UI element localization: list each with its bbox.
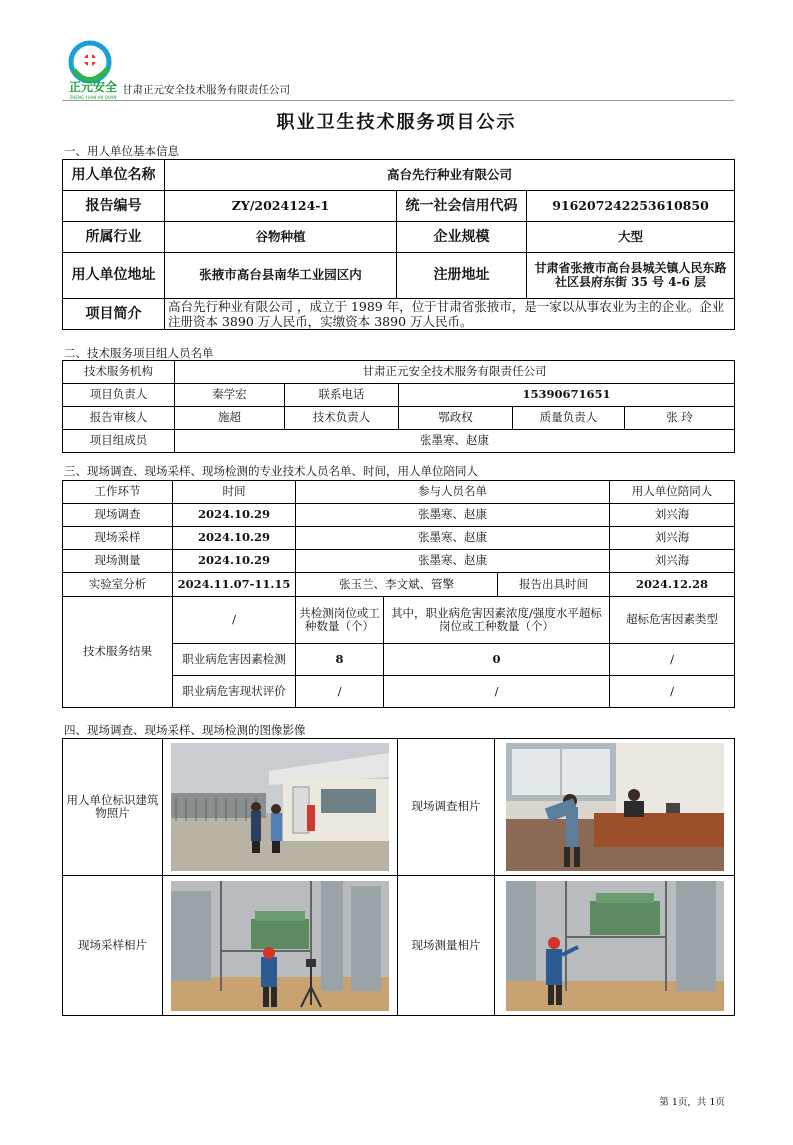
photo3-cell [163, 876, 398, 1016]
quality: 张 玲 [625, 407, 735, 430]
evaluation-exceed: / [384, 676, 610, 708]
lab-time: 2024.11.07-11.15 [173, 573, 296, 597]
col-time: 时间 [173, 481, 296, 504]
logo-subtext: ZHENG YUAN AN QUAN [69, 95, 117, 100]
credit-code: 916207242253610850 [527, 191, 735, 222]
table-row [63, 504, 735, 527]
address: 张掖市高台县南华工业园区内 [165, 253, 397, 299]
col-escort: 用人单位陪同人 [610, 481, 735, 504]
section3-heading: 三、现场调查、现场采样、现场检测的专业技术人员名单、时间，用人单位陪同人 [64, 464, 478, 478]
phone: 15390671651 [399, 384, 735, 407]
phone-label: 联系电话 [285, 384, 399, 407]
table-row [63, 527, 735, 550]
sampling-photo [171, 881, 389, 1011]
time-cell: 2024.10.29 [173, 504, 296, 527]
members: 张墨寒、赵康 [175, 430, 735, 453]
stage-cell: 现场采样 [63, 527, 173, 550]
intro-label: 项目简介 [63, 299, 165, 330]
result-label: 技术服务结果 [63, 597, 173, 708]
unit-info-table [62, 159, 735, 330]
reviewer-label: 报告审核人 [63, 407, 175, 430]
reviewer: 施超 [175, 407, 285, 430]
people-cell: 张墨寒、赵康 [296, 504, 610, 527]
address-label: 用人单位地址 [63, 253, 165, 299]
photo1-cell [163, 739, 398, 876]
people-cell: 张墨寒、赵康 [296, 527, 610, 550]
credit-code-label: 统一社会信用代码 [397, 191, 527, 222]
leader: 秦学宏 [175, 384, 285, 407]
evaluation-types: / [610, 676, 735, 708]
photo2-label: 现场调查相片 [398, 739, 495, 876]
escort-cell: 刘兴海 [610, 527, 735, 550]
escort-cell: 刘兴海 [610, 550, 735, 573]
detection-types: / [610, 644, 735, 676]
photo-table [62, 738, 735, 1016]
building-photo [171, 743, 389, 871]
tech: 鄂政权 [399, 407, 513, 430]
logo-text: 正元安全 [68, 80, 118, 94]
reg-address-label: 注册地址 [397, 253, 527, 299]
photo2-cell [495, 739, 735, 876]
section1-heading: 一、用人单位基本信息 [64, 144, 179, 158]
detection-count: 8 [296, 644, 384, 676]
report-no-label: 报告编号 [63, 191, 165, 222]
evaluation-label: 职业病危害现状评价 [173, 676, 296, 708]
report-date: 2024.12.28 [610, 573, 735, 597]
scale-label: 企业规模 [397, 222, 527, 253]
company-logo [64, 38, 122, 100]
header-exceed: 其中，职业病危害因素浓度/强度水平超标岗位或工种数量（个） [384, 597, 610, 644]
unit-name-label: 用人单位名称 [63, 160, 165, 191]
report-no: ZY/2024124-1 [165, 191, 397, 222]
intro: 高台先行种业有限公司 ，成立于 1989 年，位于甘肃省张掖市，是一家以从事农业为主的企业。企业注册资本 3890 万人民币，实缴资本 3890 万人民币。 [165, 299, 735, 330]
stage-cell: 现场测量 [63, 550, 173, 573]
team-table [62, 360, 735, 453]
lab-people: 张玉兰、李文斌、管擎 [296, 573, 498, 597]
time-cell: 2024.10.29 [173, 550, 296, 573]
col-stage: 工作环节 [63, 481, 173, 504]
org-label: 技术服务机构 [63, 361, 175, 384]
leader-label: 项目负责人 [63, 384, 175, 407]
company-name-header: 甘肃正元安全技术服务有限责任公司 [122, 84, 290, 96]
evaluation-count: / [296, 676, 384, 708]
photo1-label: 用人单位标识建筑物照片 [63, 739, 163, 876]
scale: 大型 [527, 222, 735, 253]
org: 甘肃正元安全技术服务有限责任公司 [175, 361, 735, 384]
col-people: 参与人员名单 [296, 481, 610, 504]
header-count: 共检测岗位或工种数量（个） [296, 597, 384, 644]
photo4-cell [495, 876, 735, 1016]
survey-photo [506, 743, 724, 871]
photo4-label: 现场测量相片 [398, 876, 495, 1016]
reg-address: 甘肃省张掖市高台县城关镇人民东路社区县府东街 35 号 4-6 层 [527, 253, 735, 299]
stage-cell: 现场调查 [63, 504, 173, 527]
page-title: 职业卫生技术服务项目公示 [276, 112, 517, 133]
header-types: 超标危害因素类型 [610, 597, 735, 644]
tech-label: 技术负责人 [285, 407, 399, 430]
quality-label: 质量负责人 [513, 407, 625, 430]
header-divider [62, 100, 734, 101]
industry-label: 所属行业 [63, 222, 165, 253]
page-number: 第 1页，共 1页 [659, 1097, 725, 1108]
unit-name: 高台先行种业有限公司 [165, 160, 735, 191]
table-row [63, 550, 735, 573]
report-date-label: 报告出具时间 [498, 573, 610, 597]
result-header-slash: / [173, 597, 296, 644]
lab-label: 实验室分析 [63, 573, 173, 597]
escort-cell: 刘兴海 [610, 504, 735, 527]
people-cell: 张墨寒、赵康 [296, 550, 610, 573]
photo3-label: 现场采样相片 [63, 876, 163, 1016]
measurement-photo [506, 881, 724, 1011]
time-cell: 2024.10.29 [173, 527, 296, 550]
detection-label: 职业病危害因素检测 [173, 644, 296, 676]
section4-heading: 四、现场调查、现场采样、现场检测的图像影像 [64, 723, 306, 737]
industry: 谷物种植 [165, 222, 397, 253]
onsite-table [62, 480, 735, 708]
members-label: 项目组成员 [63, 430, 175, 453]
detection-exceed: 0 [384, 644, 610, 676]
section2-heading: 二、技术服务项目组人员名单 [64, 346, 214, 360]
